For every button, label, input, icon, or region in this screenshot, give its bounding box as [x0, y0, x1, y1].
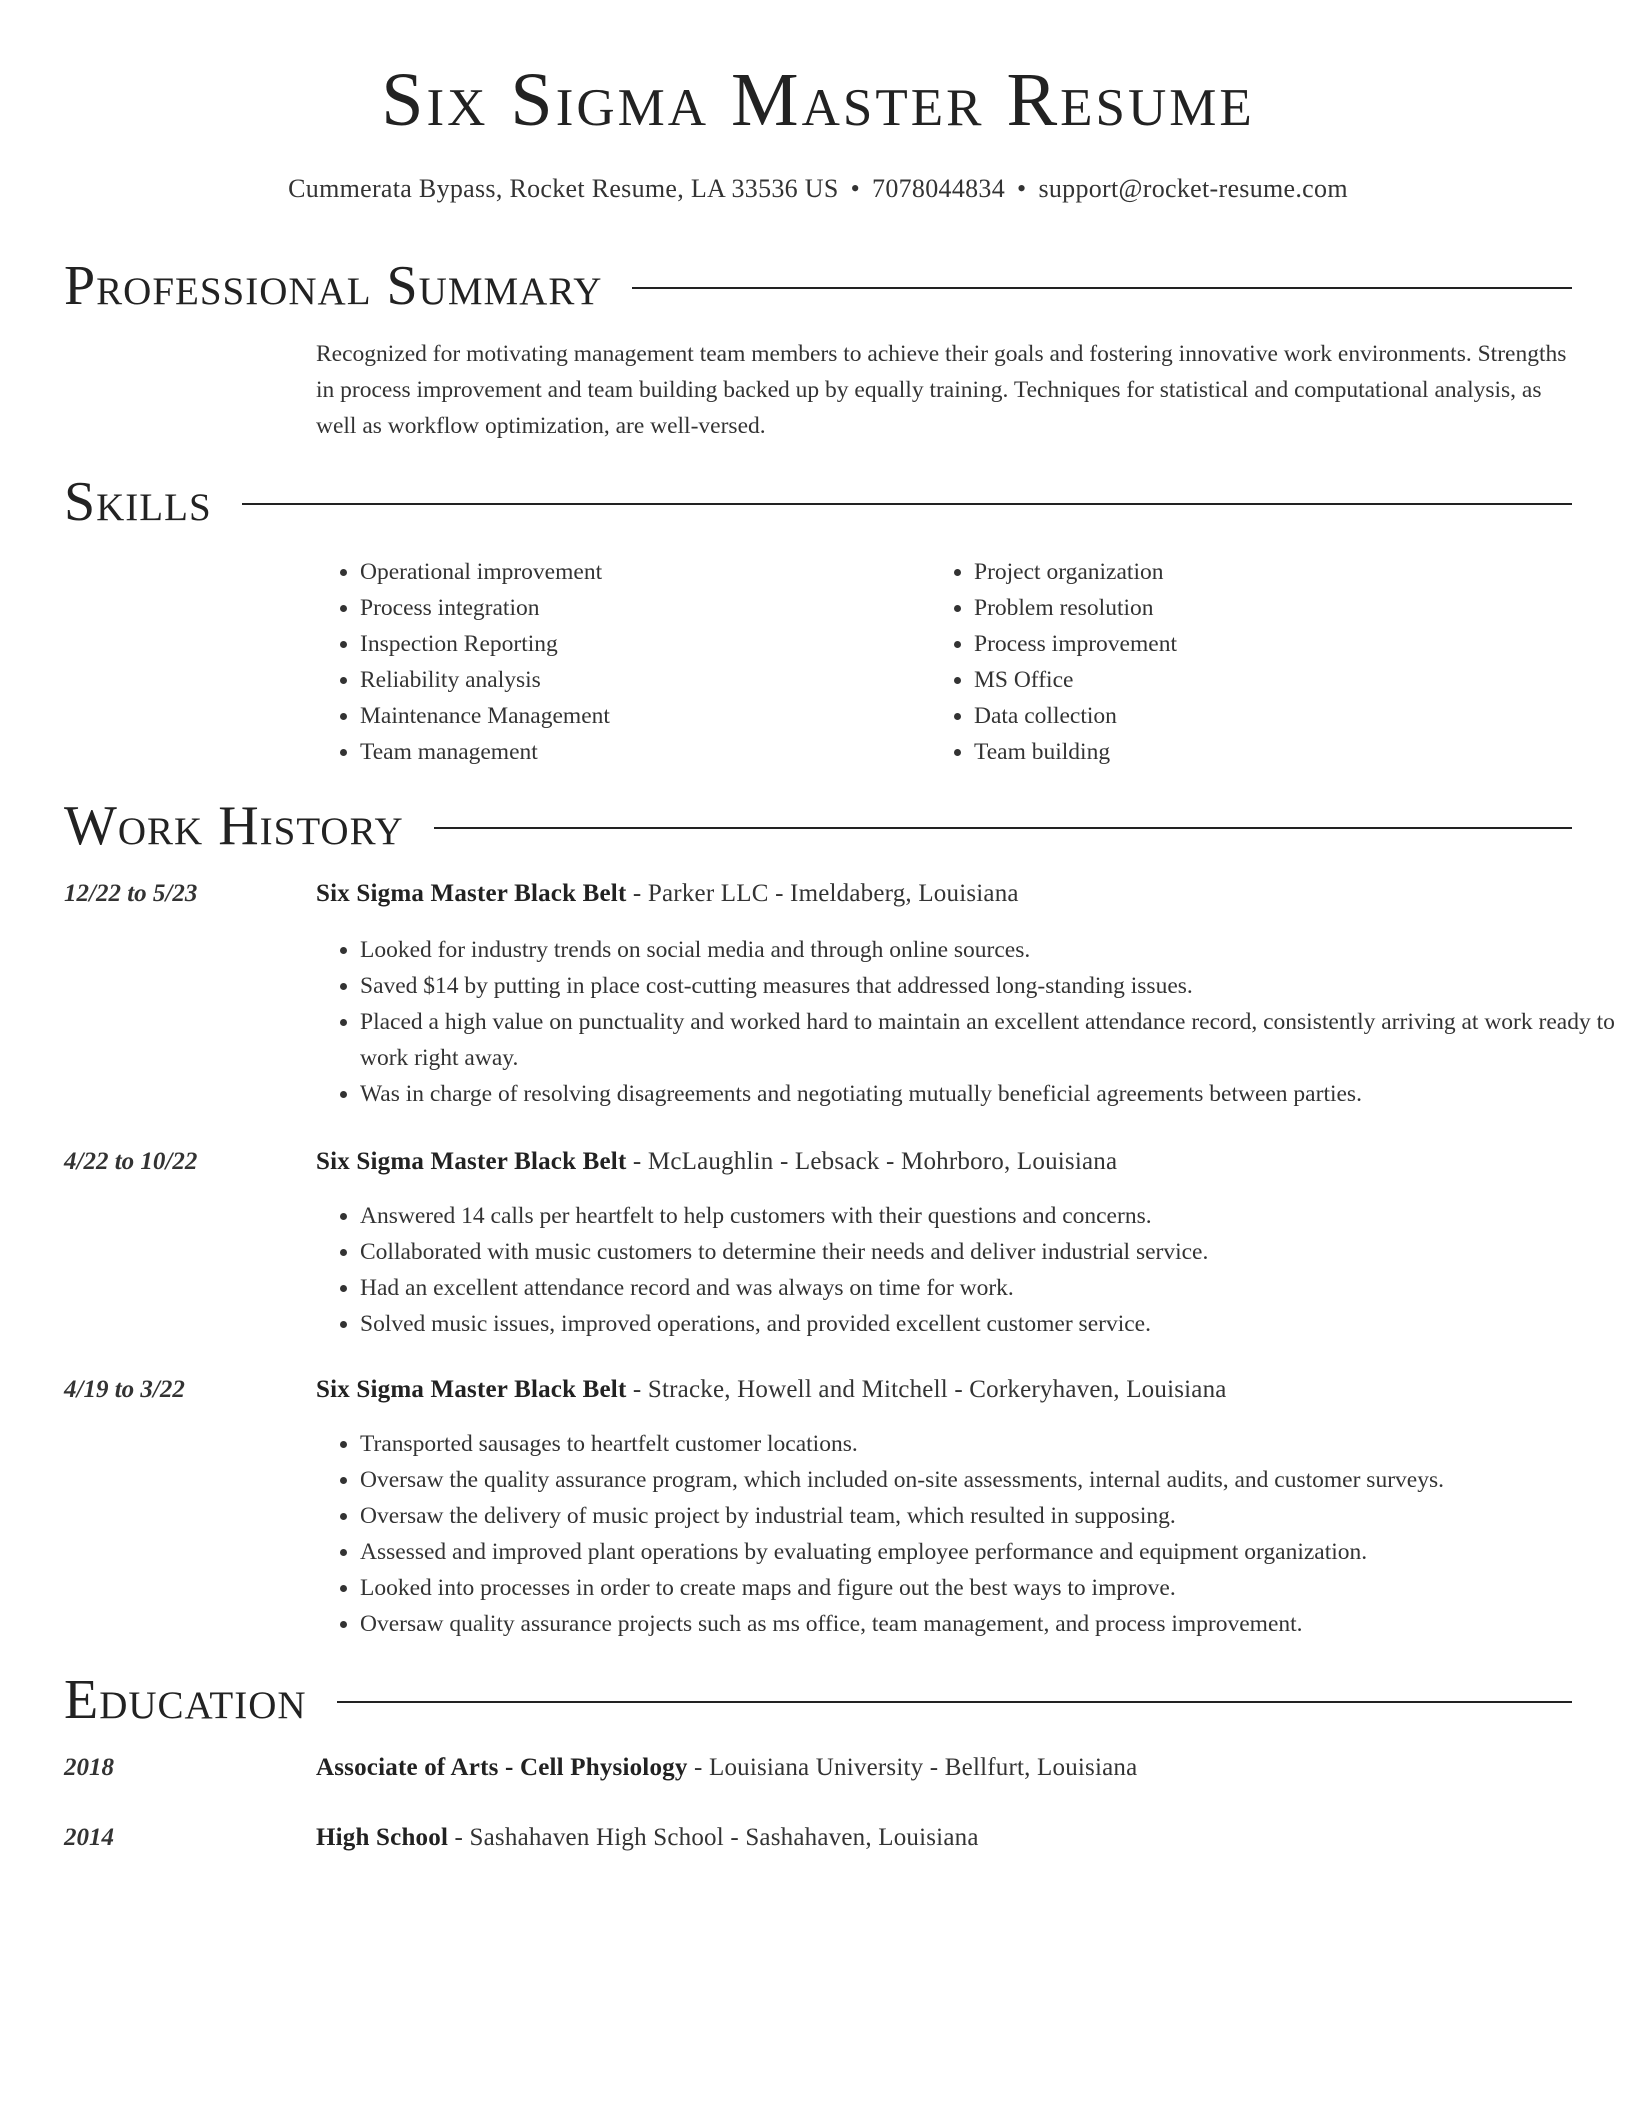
- section-heading-work: [64, 795, 1572, 857]
- skill-item: • Process integration: [360, 590, 896, 626]
- work-heading: Work History: [64, 795, 404, 857]
- job-details: - Stracke, Howell and Mitchell - Corkeryhaven, Louisiana: [626, 1376, 1227, 1403]
- contact-address: Cummerata Bypass, Rocket Resume, LA 33536 US: [288, 174, 839, 203]
- job-bullet: • Oversaw the delivery of music project by industrial team, which resulted in supposing.: [360, 1498, 1616, 1534]
- section-divider: [632, 287, 1572, 289]
- education-details: - Sashahaven High School - Sashahaven, Louisiana: [448, 1824, 979, 1851]
- education-title-line: [316, 1754, 1137, 1782]
- job-date: 4/19 to 3/22: [64, 1376, 185, 1403]
- education-title-line: [316, 1824, 979, 1852]
- job-bullet: • Oversaw the quality assurance program, which included on-site assessments, internal audits, and customer surveys.: [360, 1462, 1616, 1498]
- job-bullet: • Answered 14 calls per heartfelt to help customers with their questions and concerns.: [360, 1198, 1616, 1234]
- skills-column-left: [316, 554, 896, 770]
- job-bullet: • Looked for industry trends on social media and through online sources.: [360, 932, 1616, 968]
- section-heading-education: [64, 1669, 1572, 1731]
- section-divider: [242, 503, 1572, 505]
- skill-item: • Problem resolution: [974, 590, 1510, 626]
- resume-title: Six Sigma Master Resume: [381, 58, 1255, 142]
- education-heading: Education: [64, 1669, 307, 1731]
- section-heading-skills: [64, 471, 1572, 533]
- job-bullet: • Solved music issues, improved operations, and provided excellent customer service.: [360, 1306, 1616, 1342]
- job-bullets: [316, 932, 1616, 1112]
- job-bullets: [316, 1426, 1616, 1642]
- skills-column-right: [930, 554, 1510, 770]
- summary-text: Recognized for motivating management team members to achieve their goals and fostering innovative work environments. Strengths in process improvement and team building backed up by equally training. Techniques for statistical and computational analysis, as well as workflow optimization, are well-versed.: [316, 341, 1567, 439]
- job-title-line: [316, 1376, 1227, 1404]
- job-details: - Parker LLC - Imeldaberg, Louisiana: [626, 880, 1019, 907]
- job-title: Six Sigma Master Black Belt: [316, 1148, 627, 1175]
- skill-item: • MS Office: [974, 662, 1510, 698]
- skill-item: • Team management: [360, 734, 896, 770]
- job-bullet: • Had an excellent attendance record and was always on time for work.: [360, 1270, 1616, 1306]
- skills-heading: Skills: [64, 471, 212, 533]
- section-divider: [434, 827, 1572, 829]
- skill-item: • Project organization: [974, 554, 1510, 590]
- skill-item: • Team building: [974, 734, 1510, 770]
- education-details: - Louisiana University - Bellfurt, Louisiana: [687, 1754, 1138, 1781]
- education-date: 2014: [64, 1824, 114, 1851]
- job-title: Six Sigma Master Black Belt: [316, 880, 627, 907]
- job-bullet: • Oversaw quality assurance projects such as ms office, team management, and process improvement.: [360, 1606, 1616, 1642]
- skills-list-right: [930, 554, 1510, 770]
- skill-item: • Inspection Reporting: [360, 626, 896, 662]
- job-bullet: • Transported sausages to heartfelt customer locations.: [360, 1426, 1616, 1462]
- contact-separator: •: [850, 174, 861, 203]
- job-title: Six Sigma Master Black Belt: [316, 1376, 627, 1403]
- job-title-line: [316, 880, 1019, 908]
- contact-phone: 7078044834: [872, 174, 1006, 203]
- skill-item: • Operational improvement: [360, 554, 896, 590]
- skill-item: • Reliability analysis: [360, 662, 896, 698]
- job-title-line: [316, 1148, 1117, 1176]
- job-bullet: • Assessed and improved plant operations by evaluating employee performance and equipment organization.: [360, 1534, 1616, 1570]
- contact-email: support@rocket-resume.com: [1038, 174, 1348, 203]
- section-divider: [337, 1701, 1572, 1703]
- contact-line: [64, 174, 1572, 204]
- education-date: 2018: [64, 1754, 114, 1781]
- job-bullet: • Was in charge of resolving disagreements and negotiating mutually beneficial agreements between parties.: [360, 1076, 1616, 1112]
- job-bullet: • Looked into processes in order to create maps and figure out the best ways to improve.: [360, 1570, 1616, 1606]
- job-bullet: • Saved $14 by putting in place cost-cutting measures that addressed long-standing issues.: [360, 968, 1616, 1004]
- section-heading-summary: [64, 255, 1572, 317]
- summary-heading: Professional Summary: [64, 255, 603, 317]
- job-details: - McLaughlin - Lebsack - Mohrboro, Louisiana: [626, 1148, 1118, 1175]
- job-date: 4/22 to 10/22: [64, 1148, 198, 1175]
- job-date: 12/22 to 5/23: [64, 880, 198, 907]
- skill-item: • Process improvement: [974, 626, 1510, 662]
- education-degree: Associate of Arts - Cell Physiology: [316, 1754, 688, 1781]
- job-bullets: [316, 1198, 1616, 1342]
- job-bullet: • Collaborated with music customers to determine their needs and deliver industrial service.: [360, 1234, 1616, 1270]
- job-bullet: • Placed a high value on punctuality and worked hard to maintain an excellent attendance record, consistently arriving at work ready to work right away.: [360, 1004, 1616, 1076]
- skill-item: • Data collection: [974, 698, 1510, 734]
- contact-separator: •: [1017, 174, 1027, 203]
- skill-item: • Maintenance Management: [360, 698, 896, 734]
- education-degree: High School: [316, 1824, 449, 1851]
- skills-list-left: [316, 554, 896, 770]
